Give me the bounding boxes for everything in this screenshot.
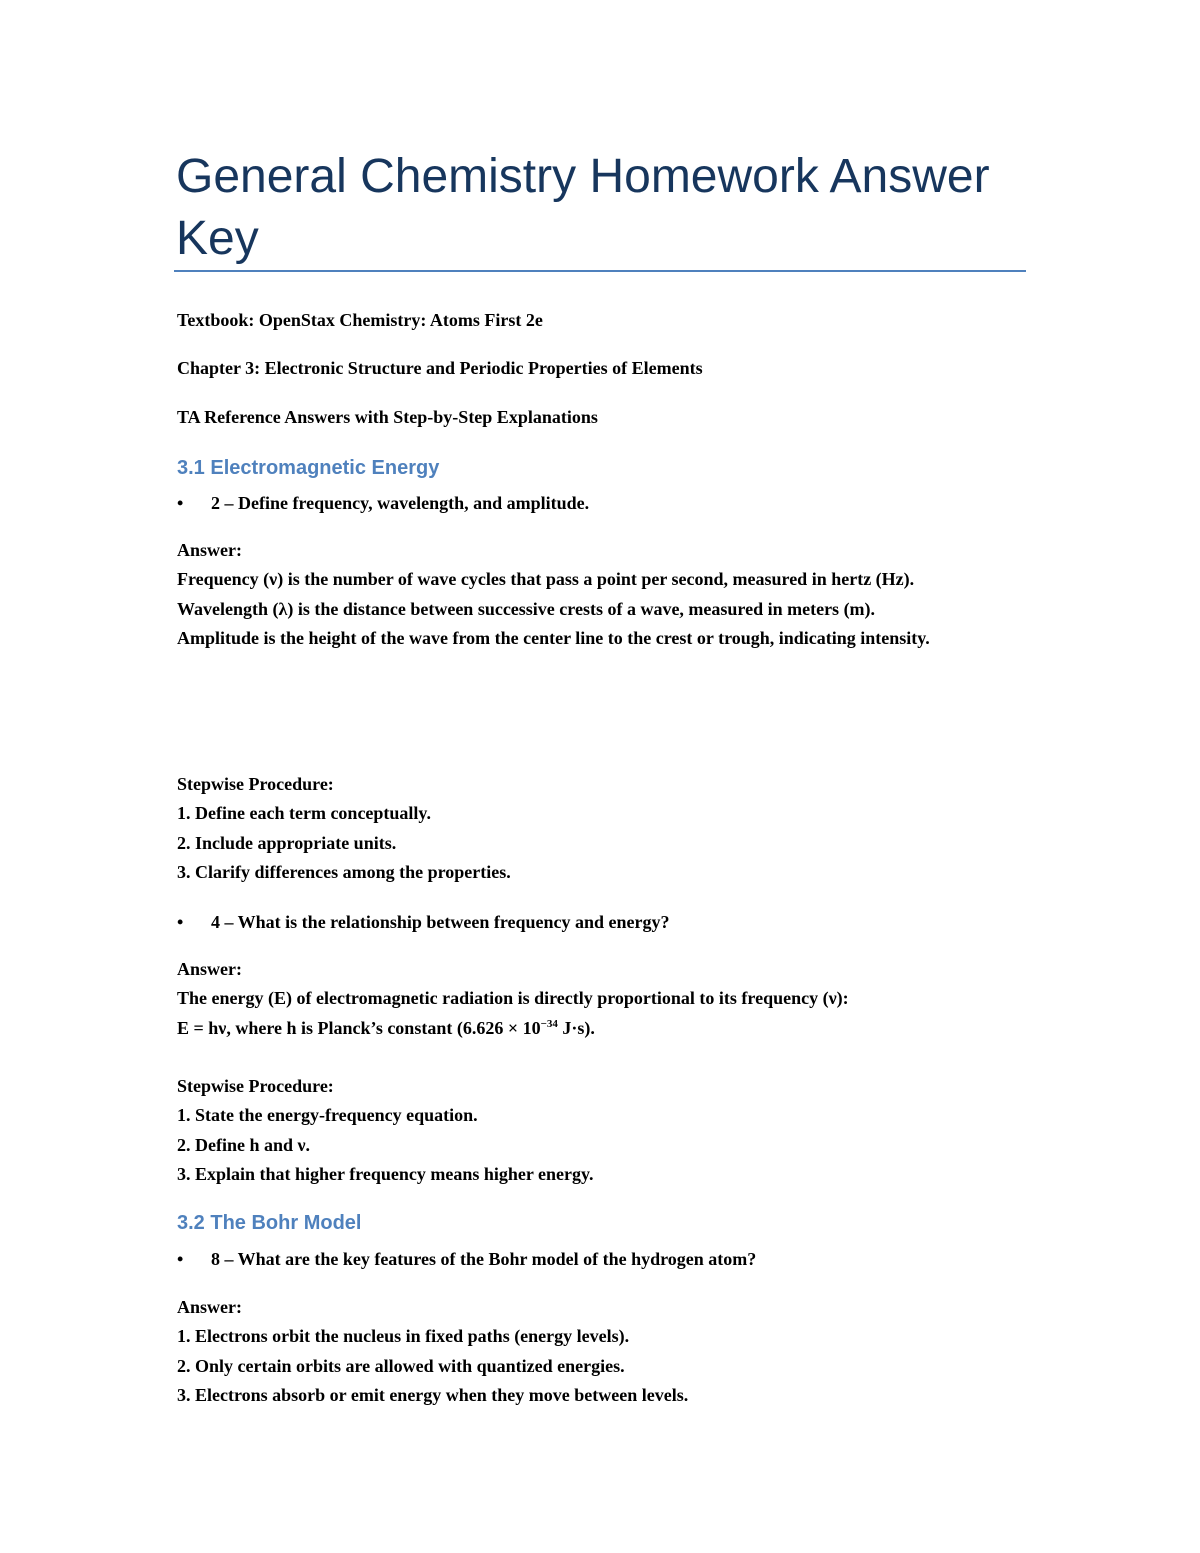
section-heading-3-1: 3.1 Electromagnetic Energy [177,457,440,479]
document-title: General Chemistry Homework Answer Key [176,150,990,265]
bullet: • [177,912,184,932]
procedure-step: 2. Include appropriate units. [177,832,397,853]
formula-prefix: E = hν, where h is Planck’s constant (6.626 × 10 [177,1017,541,1038]
formula-line [177,1014,1027,1043]
section-heading-3-2: 3.2 The Bohr Model [177,1212,362,1234]
question-4 [177,910,670,934]
procedure-step: 2. Define h and ν. [177,1134,311,1155]
answer-line: The energy (E) of electromagnetic radiation is directly proportional to its frequency (ν): [177,988,849,1009]
bullet: • [177,1249,184,1269]
answer-line: Wavelength (λ) is the distance between successive crests of a wave, measured in meters (m). [177,598,876,619]
procedure-block-q2 [177,770,1027,887]
answer-block-q4 [177,955,1027,1043]
procedure-block-q4 [177,1072,1027,1189]
textbook-line: Textbook: OpenStax Chemistry: Atoms First 2e [177,310,543,330]
answer-label: Answer: [177,1297,242,1317]
formula-exponent: −34 [540,1017,558,1030]
answer-block-q8 [177,1293,1027,1410]
procedure-step: 3. Explain that higher frequency means higher energy. [177,1163,594,1184]
procedure-step: 1. State the energy-frequency equation. [177,1105,478,1126]
chapter-line: Chapter 3: Electronic Structure and Periodic Properties of Elements [177,358,703,378]
bullet: • [177,493,184,513]
procedure-label: Stepwise Procedure: [177,1076,334,1096]
procedure-step: 3. Clarify differences among the properties. [177,861,511,882]
question-8 [177,1247,756,1271]
question-2 [177,491,589,515]
title-underline [174,270,1026,272]
procedure-step: 1. Define each term conceptually. [177,803,431,824]
question-text: 2 – Define frequency, wavelength, and amplitude. [211,493,590,513]
formula-suffix: J·s). [557,1017,595,1038]
answer-block-q2 [177,536,1027,653]
subtitle-line: TA Reference Answers with Step-by-Step Explanations [177,407,598,427]
answer-line: 2. Only certain orbits are allowed with quantized energies. [177,1355,625,1376]
answer-label: Answer: [177,540,242,560]
procedure-label: Stepwise Procedure: [177,774,334,794]
answer-line: Amplitude is the height of the wave from the center line to the crest or trough, indicating intensity. [177,627,930,648]
answer-line: Frequency (ν) is the number of wave cycles that pass a point per second, measured in hertz (Hz). [177,569,915,590]
question-text: 8 – What are the key features of the Bohr model of the hydrogen atom? [211,1249,757,1269]
answer-line: 3. Electrons absorb or emit energy when they move between levels. [177,1384,689,1405]
answer-label: Answer: [177,959,242,979]
question-text: 4 – What is the relationship between frequency and energy? [211,912,670,932]
answer-line: 1. Electrons orbit the nucleus in fixed paths (energy levels). [177,1326,630,1347]
